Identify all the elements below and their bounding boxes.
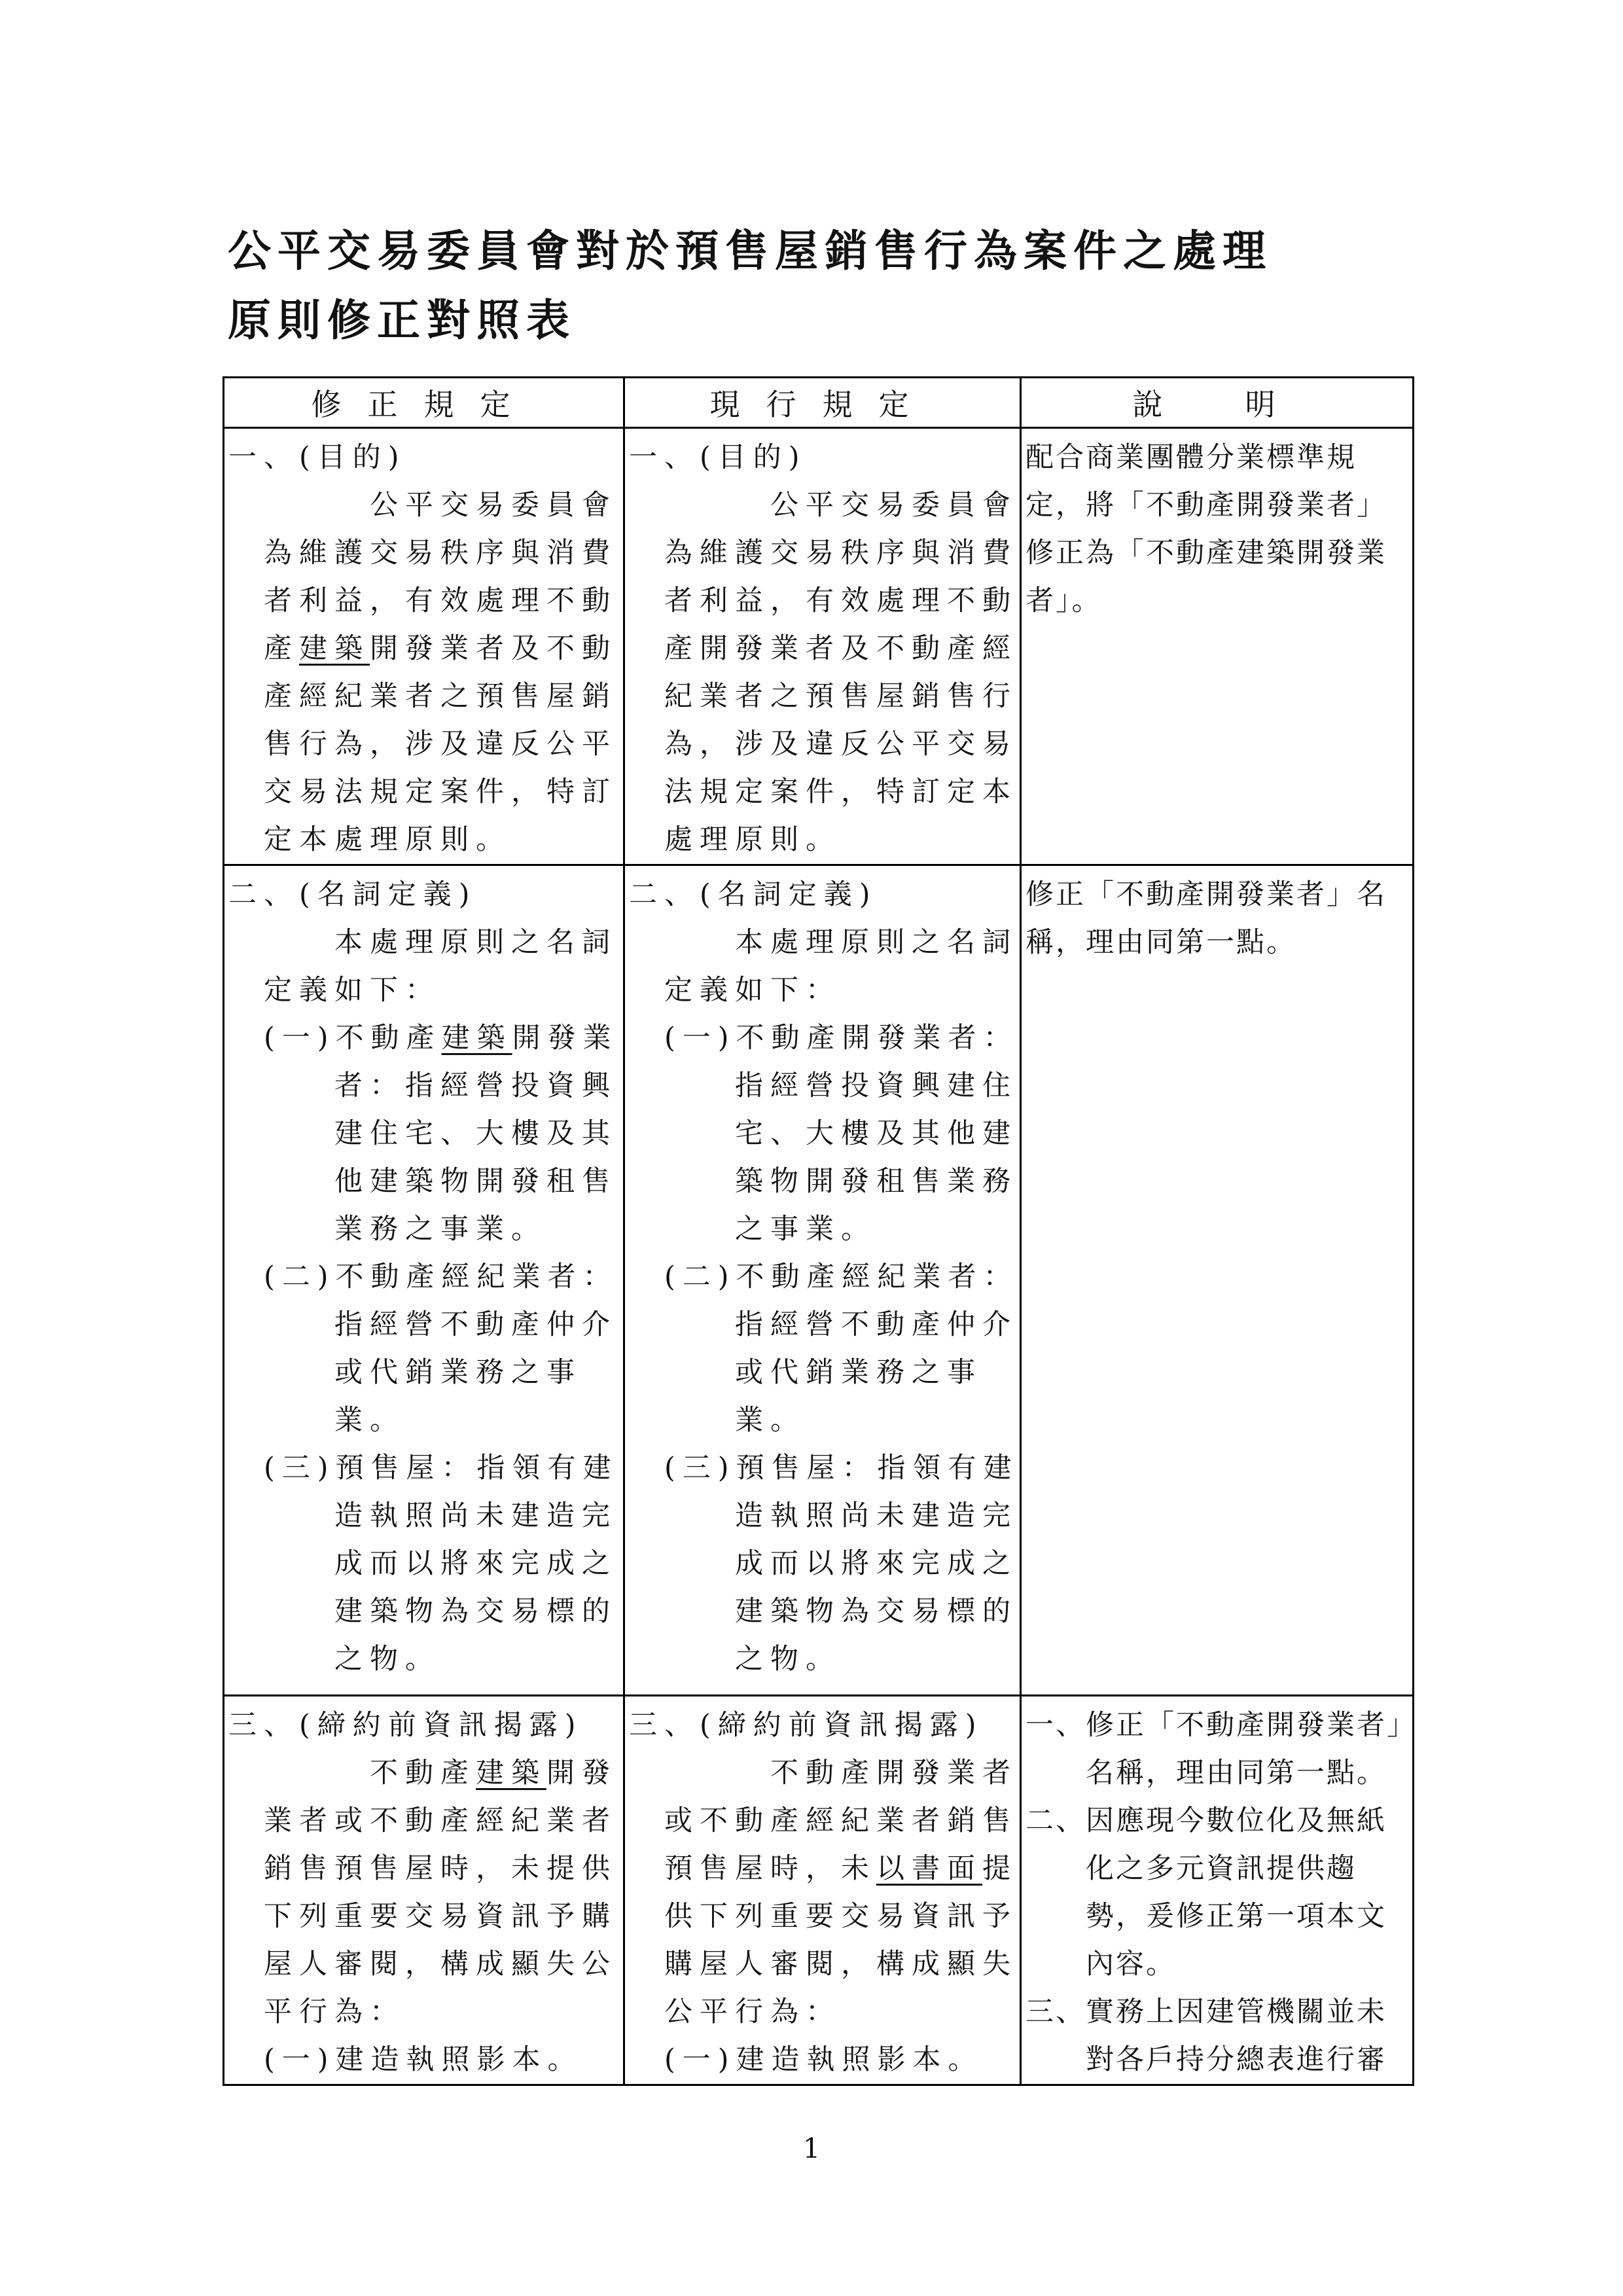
- text-line: 公平交易委員會: [629, 489, 1018, 522]
- text-line: 者利益，有效處理不動: [228, 584, 617, 617]
- text-line: (三)預售屋：指領有建: [629, 1452, 1019, 1484]
- text-line: 名稱，理由同第一點。: [1026, 1757, 1387, 1789]
- text-line: 供下列重要交易資訊予: [629, 1900, 1018, 1933]
- text-line: 為維護交易秩序與消費: [228, 537, 617, 569]
- explanation-cell: [1021, 428, 1414, 865]
- text-line: 購屋人審閱，構成顯失: [629, 1948, 1018, 1981]
- header-current: 現行規定: [624, 378, 1021, 428]
- text-line: 定義如下：: [228, 974, 440, 1007]
- text-line: 公平行為：: [629, 1996, 841, 2028]
- text-line: 二、因應現今數位化及無紙: [1026, 1804, 1387, 1837]
- text-line: 配合商業團體分業標準規: [1026, 441, 1357, 474]
- text-line: 三、(締約前資訊揭露): [228, 1709, 583, 1742]
- text-line: 公平交易委員會: [228, 489, 617, 522]
- text-line: 成而以將來完成之: [228, 1547, 617, 1580]
- text-line: 不動產建築開發: [228, 1757, 617, 1789]
- text-line: 法規定案件，特訂定本: [629, 776, 1018, 808]
- page-number: 1: [802, 2132, 821, 2164]
- text-line: 指經營不動產仲介: [228, 1308, 617, 1341]
- text-line: 預售屋時，未以書面提: [629, 1852, 1018, 1885]
- text-line: 銷售預售屋時，未提供: [228, 1852, 617, 1885]
- text-line: 屋人審閱，構成顯失公: [228, 1948, 617, 1981]
- text-line: 建住宅、大樓及其: [228, 1117, 617, 1150]
- text-line: (一)建造執照影本。: [228, 2043, 583, 2076]
- text-line: 業。: [228, 1404, 405, 1437]
- text-line: 平行為：: [228, 1996, 405, 2028]
- text-line: 三、(締約前資訊揭露): [629, 1709, 984, 1742]
- header-amended: 修正規定: [224, 378, 624, 428]
- text-line: 成而以將來完成之: [629, 1547, 1018, 1580]
- text-line: 或代銷業務之事: [629, 1356, 982, 1389]
- table-row-2: [224, 865, 1414, 1696]
- text-line: 為維護交易秩序與消費: [629, 537, 1018, 569]
- text-line: 修正「不動產開發業者」名: [1026, 878, 1387, 911]
- text-line: 宅、大樓及其他建: [629, 1117, 1018, 1150]
- text-line: (一)不動產開發業者：: [629, 1022, 1019, 1054]
- explanation-cell: [1021, 865, 1414, 1696]
- text-line: 定義如下：: [629, 974, 841, 1007]
- table-row-1: [224, 428, 1414, 865]
- text-line: 之物。: [629, 1643, 841, 1676]
- text-line: 築物開發租售業務: [629, 1165, 1018, 1198]
- text-line: 產開發業者及不動產經: [629, 632, 1018, 665]
- text-line: 稱，理由同第一點。: [1026, 926, 1296, 959]
- text-line: 不動產開發業者: [629, 1757, 1018, 1789]
- title-line-1: 公平交易委員會對於預售屋銷售行為案件之處理: [228, 225, 1272, 276]
- text-line: 化之多元資訊提供趨: [1026, 1852, 1357, 1885]
- text-line: 產建築開發業者及不動: [228, 632, 617, 665]
- text-line: 為，涉及違反公平交易: [629, 728, 1018, 761]
- text-line: 建築物為交易標的: [629, 1595, 1018, 1628]
- text-line: 者：指經營投資興: [228, 1069, 617, 1102]
- amended-cell: [224, 428, 624, 865]
- table-header-row: [224, 378, 1414, 428]
- document-title: [228, 216, 1272, 355]
- text-line: 內容。: [1026, 1948, 1176, 1981]
- text-line: 對各戶持分總表進行審: [1026, 2043, 1387, 2076]
- text-line: 造執照尚未建造完: [228, 1499, 617, 1532]
- text-line: 紀業者之預售屋銷售行: [629, 680, 1018, 713]
- title-line-2: 原則修正對照表: [228, 295, 576, 346]
- text-line: 他建築物開發租售: [228, 1165, 617, 1198]
- current-cell: [624, 865, 1021, 1696]
- text-line: (三)預售屋：指領有建: [228, 1452, 618, 1484]
- text-line: 或不動產經紀業者銷售: [629, 1804, 1018, 1837]
- text-line: 交易法規定案件，特訂: [228, 776, 617, 808]
- amended-cell: [224, 865, 624, 1696]
- text-line: 修正為「不動產建築開發業: [1026, 537, 1387, 569]
- text-line: 之事業。: [629, 1213, 876, 1246]
- text-line: 一、修正「不動產開發業者」: [1026, 1709, 1417, 1742]
- text-line: 售行為，涉及違反公平: [228, 728, 617, 761]
- text-line: 勢，爰修正第一項本文: [1026, 1900, 1387, 1933]
- text-line: 產經紀業者之預售屋銷: [228, 680, 617, 713]
- text-line: (一)建造執照影本。: [629, 2043, 984, 2076]
- header-explanation: 說 明: [1021, 378, 1414, 428]
- text-line: 三、實務上因建管機關並未: [1026, 1996, 1387, 2028]
- explanation-cell: [1021, 1696, 1417, 2085]
- text-line: 處理原則。: [629, 823, 841, 856]
- text-line: (二)不動產經紀業者：: [629, 1261, 1019, 1293]
- text-line: 者利益，有效處理不動: [629, 584, 1018, 617]
- text-line: 本處理原則之名詞: [228, 926, 617, 959]
- table-row-3: [224, 1696, 1414, 2085]
- text-line: (二)不動產經紀業者：: [228, 1261, 618, 1293]
- text-line: 指經營投資興建住: [629, 1069, 1018, 1102]
- text-line: 定，將「不動產開發業者」: [1026, 489, 1387, 522]
- text-line: 二、(名詞定義): [228, 878, 477, 911]
- text-line: 者」。: [1026, 584, 1102, 617]
- text-line: 定本處理原則。: [228, 823, 511, 856]
- text-line: 建築物為交易標的: [228, 1595, 617, 1628]
- text-line: 業務之事業。: [228, 1213, 546, 1246]
- text-line: 或代銷業務之事: [228, 1356, 582, 1389]
- current-cell: [624, 428, 1021, 865]
- text-line: 一、(目的): [228, 441, 406, 474]
- text-line: 業者或不動產經紀業者: [228, 1804, 617, 1837]
- text-line: 下列重要交易資訊予購: [228, 1900, 617, 1933]
- text-line: 造執照尚未建造完: [629, 1499, 1018, 1532]
- text-line: 之物。: [228, 1643, 440, 1676]
- text-line: 指經營不動產仲介: [629, 1308, 1018, 1341]
- comparison-table: [223, 376, 1417, 2086]
- amended-cell: [224, 1696, 624, 2085]
- text-line: 業。: [629, 1404, 806, 1437]
- text-line: (一)不動產建築開發業: [228, 1022, 618, 1054]
- text-line: 二、(名詞定義): [629, 878, 878, 911]
- text-line: 一、(目的): [629, 441, 807, 474]
- current-cell: [624, 1696, 1021, 2085]
- text-line: 本處理原則之名詞: [629, 926, 1018, 959]
